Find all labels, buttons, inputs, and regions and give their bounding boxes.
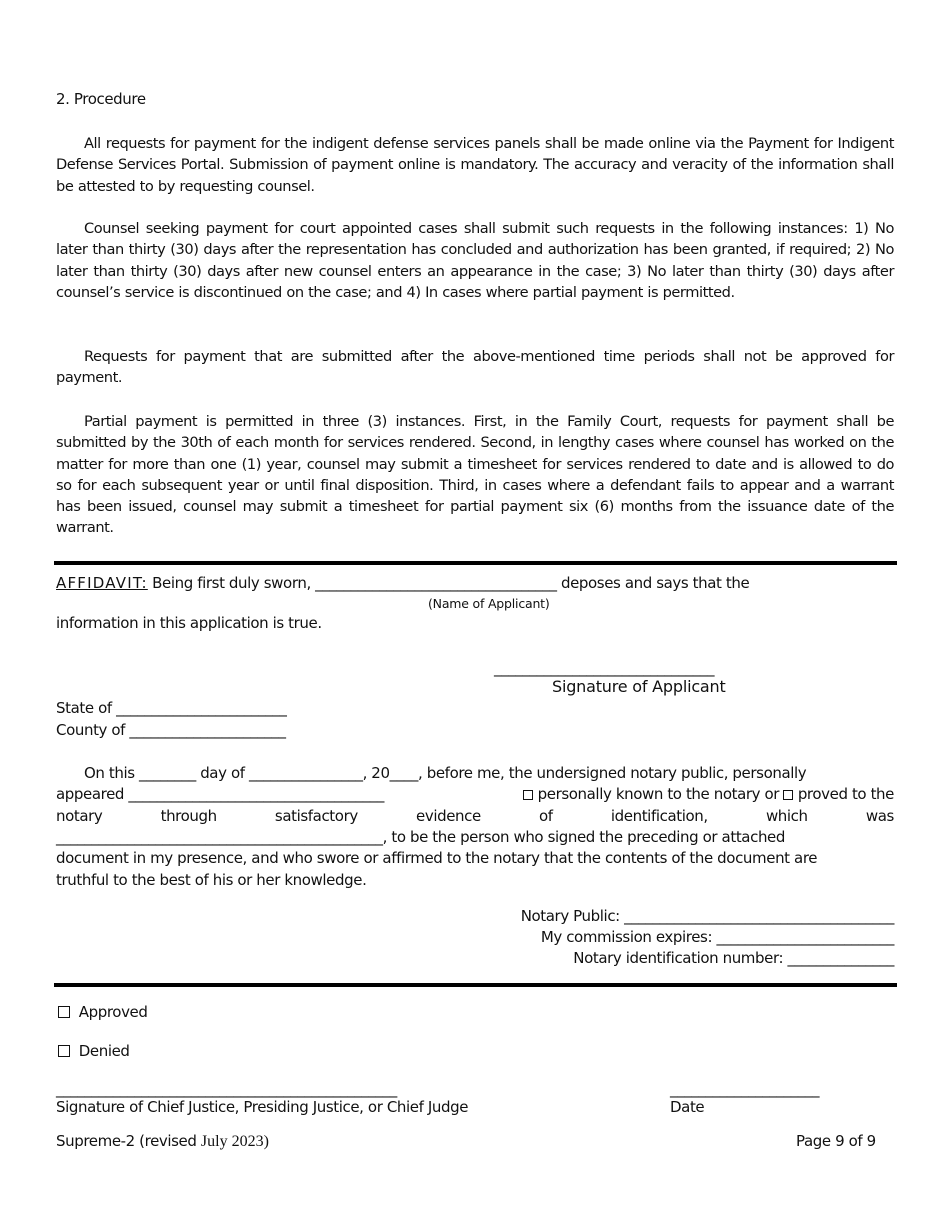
personally-known-checkbox[interactable] [523, 790, 533, 800]
word: identification, [610, 807, 708, 825]
procedure-paragraph-3: Requests for payment that are submitted after the above-mentioned time periods shall not be approved for payment. [56, 348, 894, 387]
notary-public-field: Notary Public: ______________________________________ [520, 907, 894, 925]
notary-text-4: ______________________________________________, to be the person who signed the preceding or attached [56, 828, 785, 846]
proved-label: proved to the [797, 785, 894, 803]
commission-expires-field: My commission expires: _________________________ [540, 928, 894, 946]
word: which [765, 807, 808, 825]
page-number: Page 9 of 9 [796, 1132, 876, 1150]
section-divider-2 [54, 983, 897, 987]
affidavit-line-2: information in this application is true. [56, 614, 322, 632]
word: of [539, 807, 553, 825]
approved-option[interactable] [58, 1003, 148, 1021]
state-field: State of ________________________ [56, 699, 287, 717]
section-divider [54, 561, 897, 565]
procedure-paragraph-4: Partial payment is permitted in three (3) instances. First, in the Family Court, requests for payment shall be submitted by the 30th of each month for services rendered. Second, in lengthy cases where counsel has worked on the matter for more than one (1) year, counsel may submit a timesheet for services rendered to date and is allowed to do so for each subsequent year or until final disposition. Third, in cases where a defendant fails to appear and a warrant has been issued, counsel may submit a timesheet for partial payment six (6) months from the issuance date of the warrant. [56, 413, 894, 537]
notary-text-2 [56, 785, 894, 803]
word: satisfactory [274, 807, 358, 825]
denied-option[interactable] [58, 1042, 130, 1060]
word: through [160, 807, 217, 825]
word: evidence [416, 807, 481, 825]
appeared-field: appeared ____________________________________ [56, 785, 385, 803]
procedure-paragraph-2: Counsel seeking payment for court appointed cases shall submit such requests in the following instances: 1) No later than thirty (30) days after the representation has concluded and authorization has been granted, if required; 2) No later than thirty (30) days after new counsel enters an appearance in the case; 3) No later than thirty (30) days after counsel’s service is discontinued on the case; and 4) In cases where partial payment is permitted. [56, 220, 894, 301]
notary-text-3 [56, 807, 894, 825]
chief-signature-line: ________________________________________________ [56, 1080, 397, 1098]
date-caption: Date [670, 1098, 705, 1116]
affidavit-line [56, 574, 749, 592]
proved-checkbox[interactable] [783, 790, 793, 800]
name-caption: (Name of Applicant) [428, 596, 550, 611]
chief-signature-caption: Signature of Chief Justice, Presiding Justice, or Chief Judge [56, 1098, 469, 1116]
county-field: County of ______________________ [56, 721, 286, 739]
date-line: _____________________ [670, 1080, 820, 1098]
procedure-paragraph-1: All requests for payment for the indigent defense services panels shall be made online via the Payment for Indigent Defense Services Portal. Submission of payment online is mandatory. The accuracy and veracity of the information shall be attested to by requesting counsel. [56, 135, 894, 195]
denied-label: Denied [78, 1042, 130, 1060]
notary-text-1: On this ________ day of ________________, 20____, before me, the undersigned notary public, personally [84, 764, 807, 782]
form-id [56, 1132, 269, 1151]
affidavit-label: AFFIDAVIT: [56, 574, 148, 592]
applicant-signature-line: _______________________________ [494, 659, 715, 677]
affidavit-sworn-text: Being first duly sworn, __________________________________ deposes and says that the [147, 574, 750, 592]
notary-id-field: Notary identification number: _______________ [573, 949, 894, 967]
approved-label: Approved [78, 1003, 148, 1021]
section-heading: 2. Procedure [56, 90, 146, 108]
form-revision-date: July 2023) [200, 1133, 269, 1150]
notary-text-5: document in my presence, and who swore or affirmed to the notary that the contents of the document are [56, 849, 818, 867]
form-id-text: Supreme-2 (revised [56, 1132, 201, 1150]
personally-known-label: personally known to the notary or [537, 785, 780, 803]
word: notary [56, 807, 103, 825]
applicant-signature-caption: Signature of Applicant [552, 677, 726, 696]
notary-text-6: truthful to the best of his or her knowledge. [56, 871, 367, 889]
document-page [56, 0, 894, 1230]
approved-checkbox[interactable] [58, 1006, 70, 1018]
denied-checkbox[interactable] [58, 1045, 70, 1057]
word: was [865, 807, 894, 825]
